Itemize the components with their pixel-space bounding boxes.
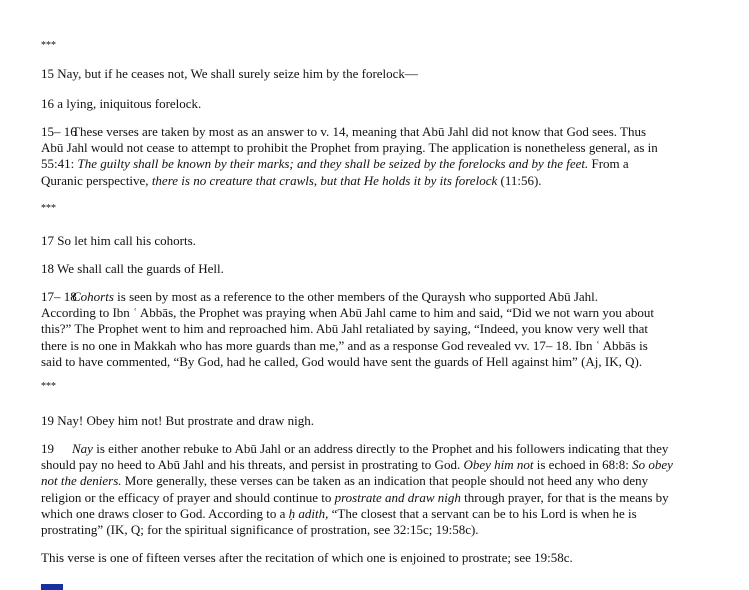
text-line (41, 36, 731, 52)
text-segment: These verses are taken by most as an answer to v. 14, meaning that Abū Jahl did not know that God sees. Thus (72, 124, 647, 139)
text-line (41, 338, 731, 354)
text-segment: Abū Jahl would not cease to attempt to prohibit the Prophet from praying. The application is nonetheless general, as in (41, 140, 658, 156)
verse-18 (41, 261, 731, 277)
text-segment: through prayer, for that is the means by (460, 489, 669, 505)
commentary-17-18 (41, 289, 731, 370)
italic-quote: Nay (72, 441, 93, 456)
text-line (41, 457, 731, 473)
section-separator (41, 36, 731, 52)
italic-quote: Cohorts (72, 289, 114, 304)
text-line (41, 522, 731, 538)
text-line (41, 550, 731, 566)
text-line (41, 305, 731, 321)
text-line (41, 413, 731, 429)
text-line (41, 199, 731, 215)
text-line (41, 156, 731, 172)
text-line (41, 96, 731, 112)
text-segment: religion or the efficacy of prayer and should continue to (41, 489, 335, 505)
verse-15 (41, 66, 731, 82)
text-line (41, 261, 731, 277)
text-line (41, 124, 731, 140)
text-segment: 16 a lying, iniquitous forelock. (41, 96, 202, 111)
clipped-next-heading (41, 584, 63, 590)
text-segment: is either another rebuke to Abū Jahl or an address directly to the Prophet and his followers indicating that they (92, 441, 669, 456)
text-segment: (11:56). (497, 172, 542, 188)
text-segment: 17 So let him call his cohorts. (41, 233, 196, 248)
text-segment: this?” The Prophet went to him and reproached him. Abū Jahl retaliated by saying, “Indeed, you know very well that (41, 321, 648, 337)
text-segment: is seen by most as a reference to the other members of the Quraysh who supported Abū Jahl. (113, 289, 599, 304)
italic-quote: ḥ adith, (288, 505, 329, 521)
verse-range-label: 17– 18 (41, 289, 77, 304)
text-segment: From a (588, 156, 629, 172)
commentary-15-16 (41, 124, 731, 189)
text-segment: According to Ibn ʿ Abbās, the Prophet was praying when Abū Jahl came to him and said, “Did we not warn you about (41, 305, 655, 321)
italic-quote: prostrate and draw nigh (334, 489, 461, 505)
text-line (41, 289, 731, 305)
section-separator (41, 199, 731, 215)
text-line (41, 377, 731, 393)
text-line (41, 473, 731, 489)
text-line (41, 173, 731, 189)
text-segment: This verse is one of fifteen verses after the recitation of which one is enjoined to prostrate; see 19:58c. (41, 550, 573, 565)
text-line (41, 140, 731, 156)
text-segment: which one draws closer to God. According to a (41, 505, 289, 521)
verse-16 (41, 96, 731, 112)
italic-quote: The guilty shall be known by their marks; and they shall be seized by the forelocks and by the feet. (77, 156, 589, 172)
text-segment: *** (41, 203, 56, 214)
text-line (41, 321, 731, 337)
text-line (41, 506, 731, 522)
verse-range-label: 19 (41, 441, 54, 456)
text-segment: 19 Nay! Obey him not! But prostrate and draw nigh. (41, 413, 314, 428)
italic-quote: there is no creature that crawls, but that He holds it by its forelock (151, 172, 498, 188)
section-separator (41, 377, 731, 393)
text-segment: 55:41: (41, 156, 78, 172)
italic-quote: So obey (632, 457, 673, 473)
closing-note (41, 550, 731, 566)
text-segment: prostrating” (IK, Q; for the spiritual significance of prostration, see 32:15c; 19:58c). (41, 521, 479, 537)
text-segment: *** (41, 40, 56, 51)
text-segment: should pay no heed to Abū Jahl and his threats, and persist in prostrating to God. (41, 457, 464, 473)
commentary-19 (41, 441, 731, 538)
verse-19 (41, 413, 731, 429)
text-line (41, 441, 731, 457)
text-segment: More generally, these verses can be taken as an indication that people should not heed any who deny (121, 473, 649, 489)
text-line (41, 490, 731, 506)
text-segment: *** (41, 381, 56, 392)
text-segment: is echoed in 68:8: (533, 457, 633, 473)
text-segment: “The closest that a servant can be to his Lord is when he is (328, 505, 637, 521)
text-line (41, 66, 731, 82)
text-segment: there is no one in Makkah who has more guards than me,” and as a response God revealed vv. 17– 18. Ibn ʿ Abbās is (41, 337, 648, 353)
text-line (41, 354, 731, 370)
verse-17 (41, 233, 731, 249)
italic-quote: Obey him not (463, 457, 534, 473)
text-segment: 18 We shall call the guards of Hell. (41, 261, 224, 276)
italic-quote: not the deniers. (41, 473, 122, 489)
verse-range-label: 15– 16 (41, 124, 77, 139)
text-segment: 15 Nay, but if he ceases not, We shall surely seize him by the forelock— (41, 66, 418, 81)
text-line (41, 233, 731, 249)
text-segment: said to have commented, “By God, had he called, God would have sent the guards of Hell against him” (Aj, IK, Q). (41, 353, 643, 369)
text-segment: Quranic perspective, (41, 172, 152, 188)
